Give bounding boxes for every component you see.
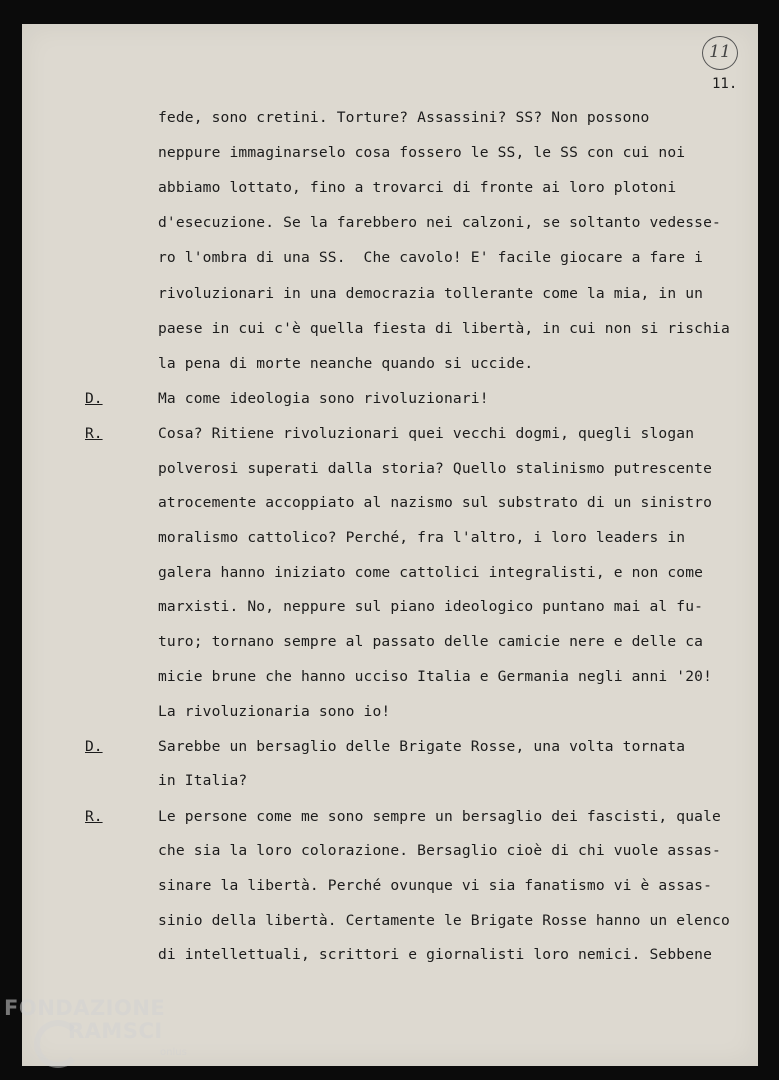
speaker-label-r: R. bbox=[85, 425, 103, 442]
text-line: polverosi superati dalla storia? Quello stalinismo putrescente bbox=[158, 460, 713, 477]
text-line: abbiamo lottato, fino a trovarci di fronte ai loro plotoni bbox=[158, 179, 677, 196]
text-line: Ma come ideologia sono rivoluzionari! bbox=[158, 390, 489, 407]
text-line: micie brune che hanno ucciso Italia e Germania negli anni '20! bbox=[158, 668, 713, 685]
text-line: fede, sono cretini. Torture? Assassini? SS? Non possono bbox=[158, 109, 650, 126]
fondazione-gramsci-watermark bbox=[4, 992, 204, 1077]
text-line: paese in cui c'è quella fiesta di libertà, in cui non si rischia bbox=[158, 320, 730, 337]
text-line: galera hanno iniziato come cattolici integralisti, e non come bbox=[158, 564, 704, 581]
text-line: turo; tornano sempre al passato delle camicie nere e delle ca bbox=[158, 633, 704, 650]
text-line: d'esecuzione. Se la farebbero nei calzoni, se soltanto vedesse- bbox=[158, 214, 721, 231]
text-line: sinare la libertà. Perché ovunque vi sia fanatismo vi è assas- bbox=[158, 877, 713, 894]
text-line: che sia la loro colorazione. Bersaglio cioè di chi vuole assas- bbox=[158, 842, 721, 859]
text-line: neppure immaginarselo cosa fossero le SS, le SS con cui noi bbox=[158, 144, 686, 161]
text-line: rivoluzionari in una democrazia tollerante come la mia, in un bbox=[158, 285, 704, 302]
text-line: ro l'ombra di una SS. Che cavolo! E' facile giocare a fare i bbox=[158, 249, 704, 266]
text-line: Le persone come me sono sempre un bersaglio dei fascisti, quale bbox=[158, 808, 721, 825]
speaker-label-d: D. bbox=[85, 738, 103, 755]
text-line: marxisti. No, neppure sul piano ideologico puntano mai al fu- bbox=[158, 598, 704, 615]
watermark-line-3: onlus bbox=[160, 1047, 187, 1058]
text-line: La rivoluzionaria sono io! bbox=[158, 703, 391, 720]
text-line: Sarebbe un bersaglio delle Brigate Rosse, una volta tornata bbox=[158, 738, 686, 755]
text-line: la pena di morte neanche quando si uccide. bbox=[158, 355, 534, 372]
typed-page-number: 11. bbox=[712, 76, 738, 92]
text-line: atrocemente accoppiato al nazismo sul substrato di un sinistro bbox=[158, 494, 713, 511]
text-line: in Italia? bbox=[158, 772, 248, 789]
handwritten-page-number: 11 bbox=[702, 36, 738, 70]
text-line: Cosa? Ritiene rivoluzionari quei vecchi dogmi, quegli slogan bbox=[158, 425, 695, 442]
text-line: sinio della libertà. Certamente le Brigate Rosse hanno un elenco bbox=[158, 912, 730, 929]
speaker-label-r: R. bbox=[85, 808, 103, 825]
watermark-line-1: FONDAZIONE bbox=[4, 996, 166, 1020]
text-line: di intellettuali, scrittori e giornalisti loro nemici. Sebbene bbox=[158, 946, 713, 963]
watermark-line-2: RAMSCI bbox=[68, 1019, 163, 1043]
speaker-label-d: D. bbox=[85, 390, 103, 407]
text-line: moralismo cattolico? Perché, fra l'altro, i loro leaders in bbox=[158, 529, 686, 546]
